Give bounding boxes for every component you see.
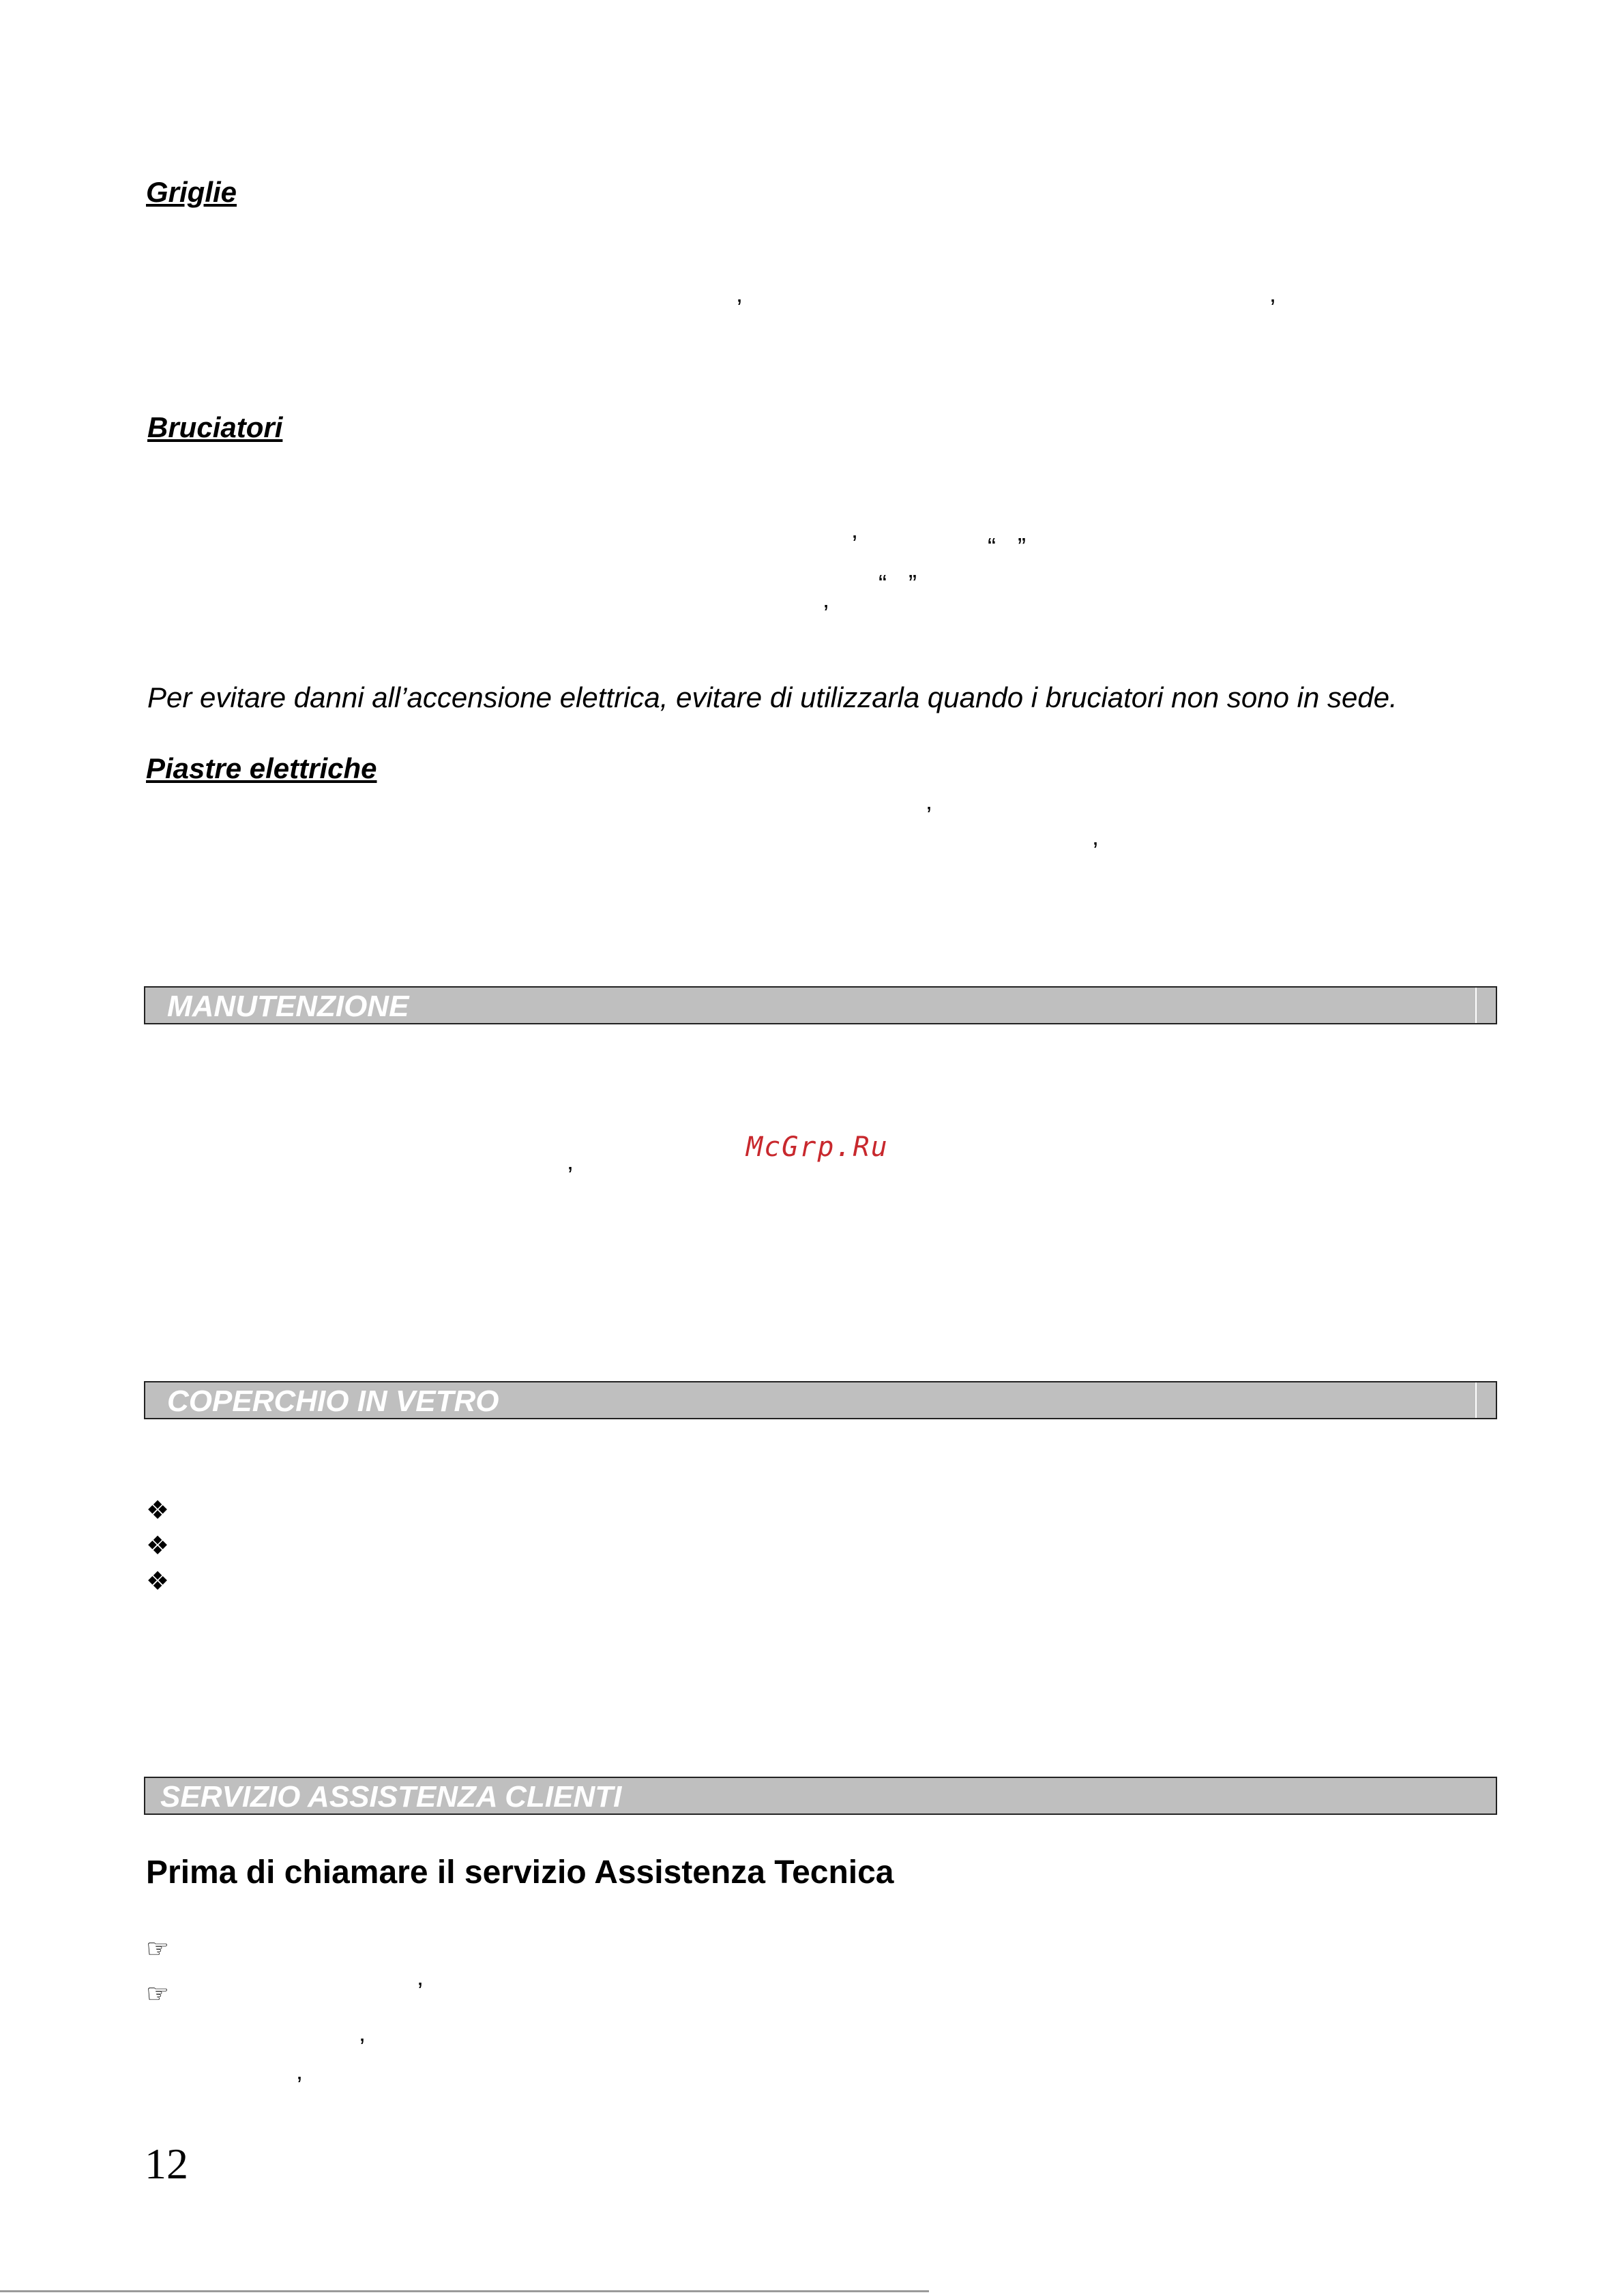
comma-mark: ’ bbox=[1270, 294, 1275, 322]
griglie-heading: Griglie bbox=[146, 176, 237, 208]
manutenzione-title: MANUTENZIONE bbox=[167, 990, 409, 1023]
open-quote-mark: “ bbox=[988, 533, 996, 561]
comma-mark: ’ bbox=[852, 530, 857, 558]
comma-mark: ’ bbox=[1093, 837, 1098, 865]
open-quote-mark: “ bbox=[879, 569, 887, 597]
servizio-title: SERVIZIO ASSISTENZA CLIENTI bbox=[160, 1780, 622, 1813]
bruciatori-note: Per evitare danni all’accensione elettrica, evitare di utilizzarla quando i bruciatori non sono in sede. bbox=[147, 681, 1398, 713]
bruciatori-heading: Bruciatori bbox=[147, 411, 283, 443]
comma-mark: ’ bbox=[926, 801, 932, 829]
close-quote-mark: ” bbox=[909, 569, 917, 597]
manutenzione-band bbox=[144, 986, 1497, 1024]
comma-mark: ’ bbox=[823, 599, 829, 627]
band-divider bbox=[1475, 1382, 1477, 1418]
diamond-bullet-icon: ❖ bbox=[146, 1496, 170, 1525]
bottom-rule bbox=[0, 2290, 929, 2292]
hand-pointer-icon: ☞ bbox=[146, 1980, 170, 2009]
band-divider bbox=[1475, 988, 1477, 1023]
piastre-heading: Piastre elettriche bbox=[146, 752, 377, 784]
servizio-band bbox=[144, 1777, 1497, 1815]
comma-mark: ’ bbox=[359, 2033, 365, 2061]
assistenza-title: Prima di chiamare il servizio Assistenza Tecnica bbox=[146, 1854, 894, 1891]
page-number: 12 bbox=[145, 2139, 188, 2188]
watermark: McGrp.Ru bbox=[746, 1131, 889, 1163]
close-quote-mark: ” bbox=[1018, 533, 1026, 561]
coperchio-title: COPERCHIO IN VETRO bbox=[167, 1385, 499, 1418]
diamond-bullet-icon: ❖ bbox=[146, 1532, 170, 1560]
comma-mark: ’ bbox=[417, 1977, 423, 2005]
comma-mark: ’ bbox=[567, 1161, 573, 1189]
diamond-bullet-icon: ❖ bbox=[146, 1567, 170, 1596]
hand-pointer-icon: ☞ bbox=[146, 1935, 170, 1964]
comma-mark: ’ bbox=[297, 2071, 302, 2099]
coperchio-band bbox=[144, 1381, 1497, 1419]
comma-mark: ’ bbox=[737, 294, 742, 322]
